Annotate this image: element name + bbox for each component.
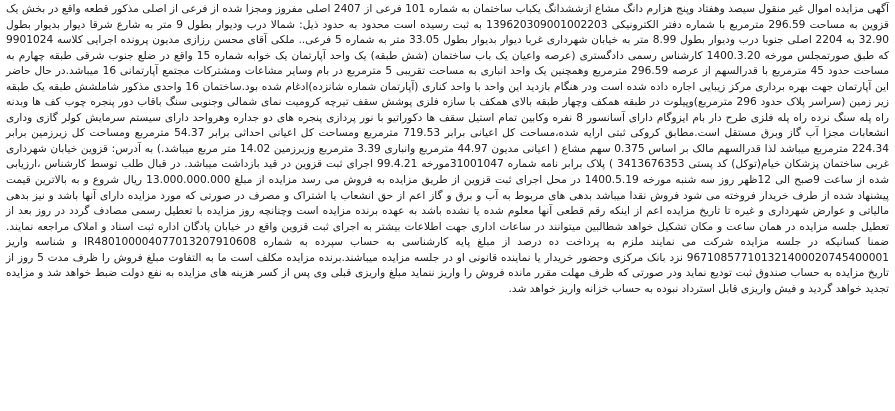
auction-notice-text: آگهی مزایده اموال غیر منقول سیصد وهفتاد وپنج هزارم دانگ مشاع ازششدانگ یکباب ساختمان به شماره 101 فرعی از 2407 اصلی مفروز ومجزا شده از فرعی از اصلی مذکور قطعه واقع در بخش یک قزوین به مساحت 296.59 مترمربع با شماره دفتر الکترونیکی 139620309001002203 به ثبت رسیده است محدود به حدود ذیل: شمالا درب ودیوار بطول 9 متر به شارع شرقا دیوار بدیوار بطول 32.90 به 2204 اصلی جنوبا درب ودیوار بطول 8.99 متر به خیابان شهرداری غربا دیوار بدیوار بطول 33.05 متر به شماره 5 فرعی.. ملکی آقای محسن رزازی مدیون پرونده اجرایی کلاسه 9901024 که طبق صورتمجلس مورخه 1400.3.20 کارشناس رسمی دادگستری (عرصه واعیان یک باب ساختمان (شش طبقه) یک واحد آپارتمان یک خوابه شماره 15 واقع در ضلع جنوب شرقی طبقه چهارم به مساحت حدود 45 مترمربع با قدرالسهم از عرصه 296.59 مترمربع وهمچنین یک واحد انباری به مساحت تقریبی 5 مترمربع در بام وسایر مشاعات ومشترکات مجتمع آپارتمانی 16 میباشد.در حال حاضر این آپارتمان جهت بهره برداری مرکز زیبایی اجاره داده شده است ودر هنگام بازدید این واحد با واحد کناری (آپارتمان شماره شانزده)ادغام شده بود.ساختمان 16 واحدی مذکور شاملشش طبقه یک طبقه زیر زمین (سراسر پلاک حدود 296 مترمربع)وپیلوت در طبقه همکف وچهار طبقه بالای همکف با سازه فلزی پوشش سقف تیرچه کرومیت نمای شمالی وجنوبی سنگ باقاب دور پنجره چوب کف ها وبدنه راه پله سنگ نرده راه پله فلزی طرح دار بام ایزوگام دارای آسانسور 8 نفره وکابین تمام استیل سقف ها دکوراتیو با نور پردازی پنجره های دو جداره وهرواحد دارای سیستم سرمایش کولر گازی وداری انشعابات مجزا آب گاز وبرق مستقل است.مطابق کروکی ثبتی ارایه شده،مساحت کل اعیانی برابر 719.53 مترمربع ومساحت کل اعیانی احداثی برابر 54.37 مترمربع ومساحت کل زیرزمین برابر 224.34 مترمربع میباشد لذا قدرالسهم مالک بر اساس 0.375 سهم مشاع ( اعیانی مدیون 44.97 مترمربع وانباری 3.39 مترمربع وزیرزمین 14.02 متر مربع میباشد.) به آدرس: قزوین خیابان شهرداری غربی ساختمان پزشکان خیام(توکل) کد پستی 3413676353 ) پلاک برابر نامه شماره 31001047مورخه 99.4.21 اجرای ثبت قزوین در قید بازداشت میباشد. در قبال طلب توسط کارشناس ،ارزیابی شده از ساعت 9صبح الی 12ظهر روز سه شنبه مورخه 1400.5.19 در محل اجرای ثبت قزوین از طریق مزایده به فروش می رسد مزایده از مبلغ 13.000.000.000 ریال شروع و به بالاترین قیمت پیشنهاد شده از طرف خریدار فروخته می شود فروش نقدا میباشد بدهی های مربوط به آب و برق و گاز اعم از حق انشعاب یا اشتراک و مصرف در صورتی که مورد مزایده دارای آنها باشد و نیز بدهی مالیاتی و عوارض شهرداری و غیره تا تاریخ مزایده اعم از اینکه رقم قطعی آنها معلوم شده یا نشده باشد به عهده برنده مزایده است وچنانچه روز مزایده با تعطیل رسمی مصادف گردد در روز بعد از تعطیل جلسه مزایده در همان ساعت و مکان تشکیل خواهد شطالبین میتوانند در ساعات اداری جهت اطلاعات بیشتر به اجرای ثبت قزوین واقع در خیابان پادگان اداره ثبت اسناد و املاک مراجعه نمایند. ضمنا کسانیکه در جلسه مزایده شرکت می نمایند ملزم به پرداخت ده درصد از مبلغ پایه کارشناسی به حساب سپرده به شماره IR480100004077013207910608 و شناسه واریز 967108577101321400020745400001 نزد بانک مرکزی وحضور خریدار یا نماینده قانونی او در جلسه مزایده میباشند.برنده مزایده مکلف است ما به التفاوت مبلغ فروش را ظرف مدت 5 روز از تاریخ مزایده به حساب صندوق ثبت تودیع نماید ودر صورتی که ظرف مهلت مقرر مانده فروش را واریز ننماید مبلغ واریزی قبلی وی پس از کسر هزینه های مزایده به نفع دولت ضبط خواهد شد و مزایده تجدید خواهد گردید و فیش واریزی قابل استرداد نبوده به حساب خزانه واریز خواهد شد. — [6, 3, 890, 295]
